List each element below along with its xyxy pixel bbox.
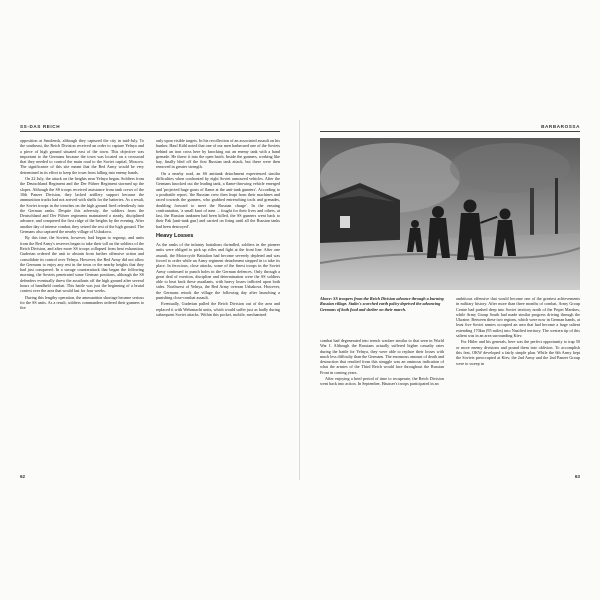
photo-icon	[320, 138, 580, 290]
subheading: Heavy Losses	[156, 233, 194, 240]
paragraph: only upon visible targets. In his recollection of an associated assault on his bunker, Hauf Kühl noted that one of our men barbecued one of the Soviets behind an iron cross here by knocking out an enemy tank with a hand grenade. He threw it into the open hatch. Inside the gunners, working like hay, finally bled off the first Russian tank attack, but these were then removed in greater strength.	[156, 138, 280, 170]
left-page-column-2	[156, 138, 280, 468]
paragraph: Eventually, Guderian pulled the Reich Division out of the area and replaced it with Wehrmacht units, which would suffer just as badly during subsequent Soviet attacks. Within this pocket, mobile, mechanized	[156, 301, 280, 317]
paragraph: combat had degenerated into trench warfare similar to that seen in World War I. Although the Russians actually suffered higher casualty rates during the battle for Yelnya, they were able to replace their losses with much less difficulty than the Germans. The enormous amount of death and destruction that resulted from this struggle was an ominous indication of what the armies of the Third Reich would face throughout the Russian Front in coming years.	[320, 338, 444, 375]
header-rule-right	[320, 131, 580, 132]
right-page-column-1	[320, 338, 444, 468]
paragraph: ambitious offensive that would become one of the greatest achievements in military history. After more than three months of combat, Army Group Centre had pushed deep into Soviet territory north of the Pripet Marshes, while Army Group South had made similar progress driving through the Ukraine. Between these two regions, which were now in German hands, at least five Soviet armies occupied an area that had become a large salient extending 170km (95 miles) into Nazified territory. The western tip of this salient was in an area surrounding Kiev.	[456, 296, 580, 339]
left-page-column-1	[20, 138, 144, 468]
running-head-right: BARBAROSSA	[541, 124, 580, 129]
paragraph: After enjoying a brief period of time to recuperate, the Reich Division went back into action. In September, Hausser's troops participated in an	[320, 376, 444, 387]
paragraph: For Hitler and his generals, here was the perfect opportunity to trap 50 or more enemy divisions and pound them into oblivion. To accomplish this feat, OKW developed a fairly simple plan. While the 6th Army kept the Soviets preoccupied at Kiev, the 2nd Army and the 2nd Panzer Group were to sweep in	[456, 339, 580, 366]
paragraph: As the ranks of the infantry battalions dwindled, soldiers in the pioneer units were obliged to pick up rifles and fight at the front line. After one assault, the Motorcycle Battalion had become severely depleted and was forced to order while an Army regiment detachment stepped in to take its place. In ferocious, close attacks, some of the finest troops in the Soviet Army continued to punch holes in the German defences. Only through a great deal of exertion, discipline and determination were the SS soldiers able to beat back these assailants, with heavy losses inflicted upon both sides. Northwest of Yelnya, the Red Army overran Ushakova. However, the Germans retook the village the following day after launching a punishing close-combat assault.	[156, 242, 280, 301]
photo-soldiers-advancing	[320, 138, 580, 290]
right-page-column-2	[456, 296, 580, 468]
page-number-left: 62	[20, 474, 26, 479]
paragraph: During this lengthy operation, the ammunition shortage became serious for the SS units. As a result, soldiers commanders ordered their gunners to fire	[20, 294, 144, 311]
right-page	[300, 0, 600, 600]
header-rule-left	[20, 131, 280, 132]
running-head-left: SS-DAS REICH	[20, 124, 61, 129]
photo-caption: Above: SS troopers from the Reich Division advance through a burning Russian village. Stalin's scorched earth policy deprived the advancing Germans of both food and shelter on their march.	[320, 296, 444, 312]
paragraph: On 22 July, the attack on the heights near Yelnya began. Soldiers from the Deutschland Regiment and the Der Führer Regiment stormed up the slopes. Although the SS troops received assistance from tank crews of the 10th Panzer Division, they lacked artillery support because the ammunition trucks had not arrived with shells for the batteries. As a result, the Soviet troops in the trenches on the high ground fired relentlessly into the German ranks. Despite this adversity, the soldiers from the Deutschland and Der Führer regiments maintained a steady, disciplined advance, and conquered the first ridge of the heights by the evening. After another day of intense combat, they seized the rest of the high ground. The Germans also captured the nearby village of Ushakova.	[20, 176, 144, 235]
page-number-right: 63	[574, 474, 580, 479]
paragraph: On a nearby road, an SS antitank detachment experienced similar difficulties when confronted by eight Soviet armoured vehicles. After the Germans knocked out the leading tank, a flame-throwing vehicle emerged and 'projected huge gouts of flame at the anti-tank gunners'. According to a postbattle report, 'the Russian crew then leapt from their machines and raced towards the gunners, who grabbed entrenching tools and grenades, doubling forward to meet the Russian charge'. In the ensuing confrontation, 'a small knot of men ... fought for their lives and others, at last, the Russian tankmen had been killed, the SS gunners went back to their Pak [anti-tank gun] and carried on firing until all the Russian tanks had been destroyed'.	[156, 170, 280, 229]
paragraph: By this time, the Soviets, however, had begun to regroup, and units from the Red Army's reserves began to take their toll on the soldiers of the Reich Division, and after more SS troops collapsed from heat exhaustion, Guderian ordered the unit to abstain from further offensive action and consolidate its control over Yelnya. However, the Red Army did not allow the Germans to enjoy any rest in the town or the nearby heights that they had just conquered. In a savage counterattack that began the following morning, the Soviets penetrated some German positions, although the SS defenders eventually threw the assailants off the high ground after several hours of handheld combat. This battle was just the beginning of a brutal contest over the area that would last for four weeks.	[20, 235, 144, 294]
paragraph: opposition at Smolensk, although they captured the city in mid-July. To the southeast, the Reich Division received an order to capture Yelnya and a piece of high ground situated east of the town. This objective was important to the Germans because the town was located on a crossroad that they needed to control the main road to the Soviet capital, Moscow. The significance of this site meant that the Red Army would be very determined in its effort to keep the town from falling into enemy hands.	[20, 138, 144, 175]
